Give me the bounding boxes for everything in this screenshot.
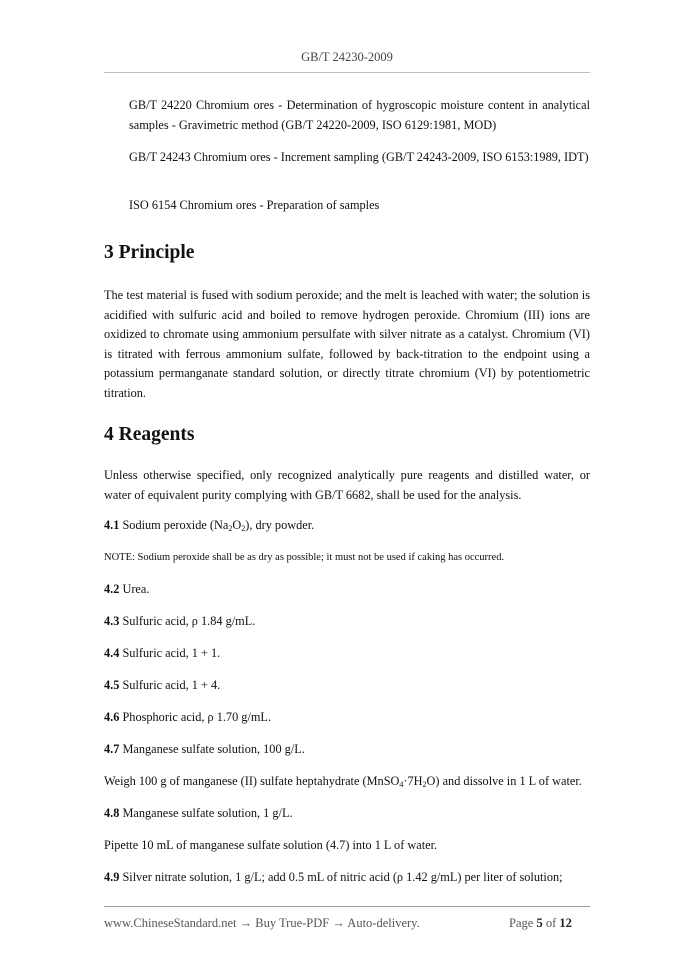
reference-gbt-24220: GB/T 24220 Chromium ores - Determination of hygroscopic moisture content in analytical samples - Gravimetric method (GB/T 24220-2009, ISO 6129:1981, MOD) [129,98,590,132]
page-of: of [545,916,557,930]
reagent-number: 4.9 [104,870,120,884]
reagent-4-8 [104,804,590,824]
reagent-number: 4.1 [104,518,120,532]
page-indicator [509,916,572,931]
reagent-number: 4.3 [104,614,120,628]
detail-text: O) and dissolve in 1 L of water. [426,774,582,788]
reagent-4-7-detail [104,772,590,793]
reagent-text: Sodium peroxide (Na [122,518,229,532]
reagent-text: Sulfuric acid, ρ 1.84 g/mL. [122,614,256,628]
reagent-number: 4.8 [104,806,120,820]
reagent-text: O [232,518,242,532]
reagent-text: Manganese sulfate solution, 1 g/L. [122,806,293,820]
subscript: 2 [422,780,427,789]
reagent-4-5 [104,676,590,696]
reagent-4-9 [104,868,590,888]
reagent-text: Sulfuric acid, 1 + 4. [122,678,221,692]
page-total: 12 [559,916,572,930]
reagent-4-1 [104,516,590,537]
reagent-number: 4.4 [104,646,120,660]
reagent-4-6 [104,708,590,728]
reagent-4-7 [104,740,590,760]
header-divider [104,72,590,73]
reagent-text: Manganese sulfate solution, 100 g/L. [122,742,305,756]
reagent-number: 4.2 [104,582,120,596]
reagent-text: Silver nitrate solution, 1 g/L; add 0.5 mL of nitric acid (ρ 1.42 g/mL) per liter of solution; [122,870,563,884]
reagent-text: Urea. [122,582,150,596]
reagent-4-2 [104,580,590,600]
reagent-text: Phosphoric acid, ρ 1.70 g/mL. [122,710,272,724]
reagent-4-3 [104,612,590,632]
note-sodium-peroxide: NOTE: Sodium peroxide shall be as dry as possible; it must not be used if caking has occurred. [104,552,505,563]
reagent-number: 4.7 [104,742,120,756]
subscript: 2 [241,524,246,533]
reagent-number: 4.5 [104,678,120,692]
reagent-number: 4.6 [104,710,120,724]
footer-link[interactable]: www.ChineseStandard.net → Buy True-PDF → Auto-delivery. [104,916,420,930]
section-3-heading: 3 Principle [104,242,195,263]
detail-text: ·7H [403,774,423,788]
reagent-text: ), dry powder. [245,518,315,532]
subscript: 2 [228,524,233,533]
section-3-principle-text: The test material is fused with sodium peroxide; and the melt is leached with water; the solution is acidified with sulfuric acid and boiled to remove hydrogen peroxide. Chromium (III) ions are oxidized to chromate using ammonium persulfate with silver nitrate as a catalyst. Chromium (VI) is titrated with ferrous ammonium sulfate, followed by back-titration to the endpoint using a potassium permanganate standard solution, or directly titrate chromium (VI) by potentiometric titration. [104,288,590,400]
page-prefix: Page [509,916,534,930]
detail-text: Weigh 100 g of manganese (II) sulfate heptahydrate (MnSO [104,774,400,788]
reference-iso-6154: ISO 6154 Chromium ores - Preparation of samples [129,198,380,212]
page-header: GB/T 24230-2009 [301,50,393,64]
page-number: 5 [536,916,543,930]
reagent-4-4 [104,644,590,664]
reagents-intro: Unless otherwise specified, only recognized analytically pure reagents and distilled water, or water of equivalent purity complying with GB/T 6682, shall be used for the analysis. [104,468,590,502]
reagent-text: Sulfuric acid, 1 + 1. [122,646,221,660]
reference-gbt-24243: GB/T 24243 Chromium ores - Increment sampling (GB/T 24243-2009, ISO 6153:1989, IDT) [129,150,589,164]
footer-divider [104,906,590,907]
reagent-4-8-detail: Pipette 10 mL of manganese sulfate solution (4.7) into 1 L of water. [104,838,438,852]
subscript: 4 [399,780,404,789]
section-4-heading: 4 Reagents [104,424,195,445]
